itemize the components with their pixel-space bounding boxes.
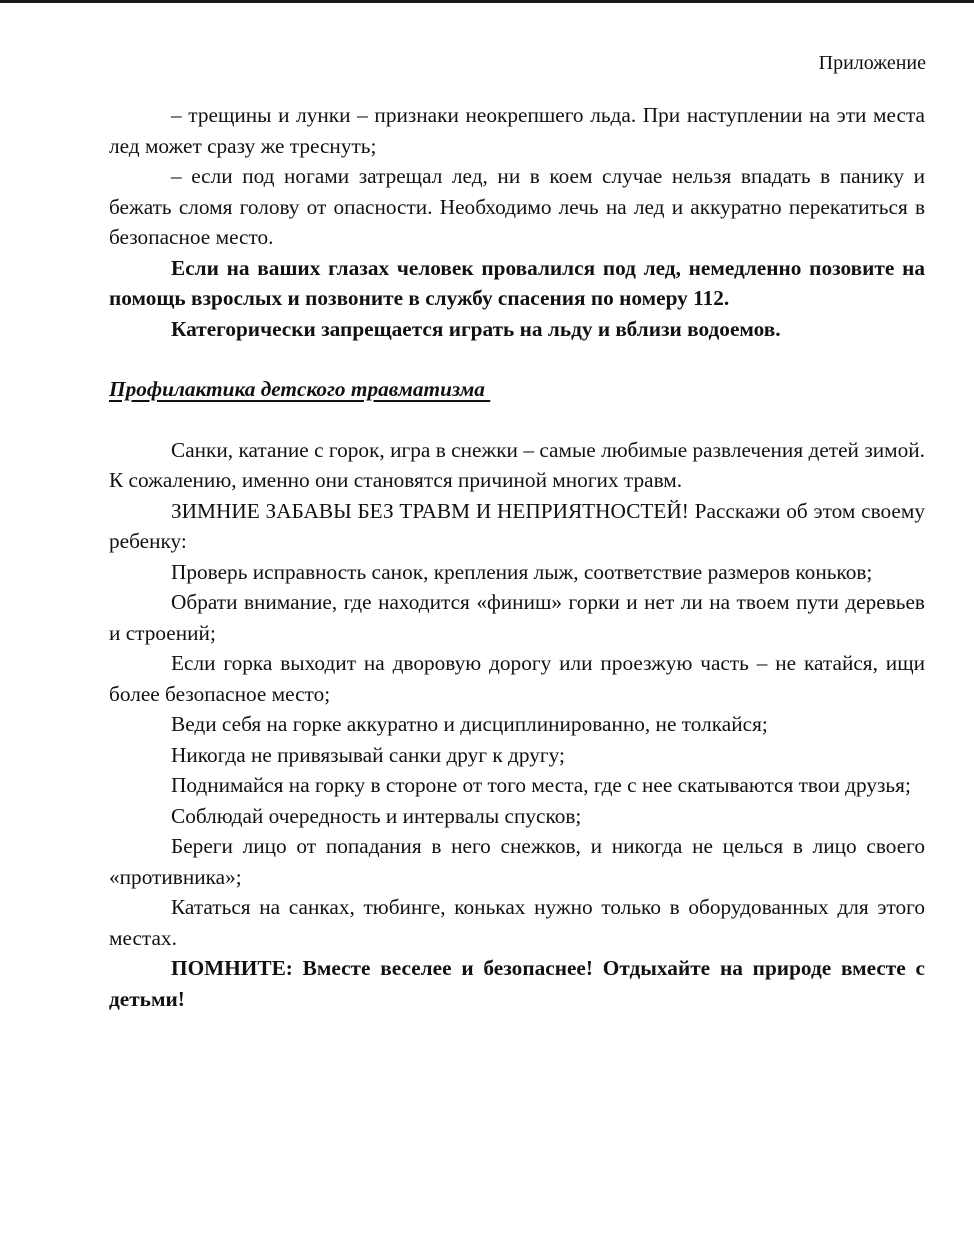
list-item-take-turns: Соблюдай очередность и интервалы спусков; xyxy=(171,803,582,828)
document-body xyxy=(109,100,925,1014)
paragraph-ice-cracks: – трещины и лунки – признаки неокрепшего льда. При наступлении на эти места лед может сразу же треснуть; xyxy=(109,103,925,158)
list-item-no-tying-sleds: Никогда не привязывай санки друг к другу; xyxy=(171,742,565,767)
list-item-equipped-places: Кататься на санках, тюбинге, коньках нужно только в оборудованных для этого местах. xyxy=(109,895,925,950)
ice-safety-section xyxy=(109,100,925,344)
list-item-check-finish: Обрати внимание, где находится «финиш» горки и нет ли на твоем пути деревьев и строений; xyxy=(109,590,925,645)
page-top-border xyxy=(0,0,974,3)
injury-prevention-section xyxy=(109,435,925,1015)
paragraph-winter-fun-title: ЗИМНИЕ ЗАБАВЫ БЕЗ ТРАВМ И НЕПРИЯТНОСТЕЙ! Расскажи об этом своему ребенку: xyxy=(109,498,925,553)
paragraph-winter-fun-intro: Санки, катание с горок, игра в снежки – самые любимые развлечения детей зимой. К сожалению, именно они становятся причиной многих травм. xyxy=(109,437,925,492)
list-item-behave-carefully: Веди себя на горке аккуратно и дисциплинированно, не толкайся; xyxy=(171,712,768,736)
list-item-check-equipment: Проверь исправность санок, крепления лыж, соответствие размеров коньков; xyxy=(171,559,873,584)
running-header: Приложение xyxy=(818,52,926,74)
list-item-climb-aside: Поднимайся на горку в стороне от того места, где с нее скатываются твои друзья; xyxy=(171,773,911,797)
section-heading-injury-prevention: Профилактика детского травматизма xyxy=(109,377,491,401)
paragraph-emergency-call: Если на ваших глазах человек провалился под лед, немедленно позовите на помощь взрослых и позвоните в службу спасения по номеру 112. xyxy=(109,255,925,310)
paragraph-remember: ПОМНИТЕ: Вместе веселее и безопаснее! Отдыхайте на природе вместе с детьми! xyxy=(109,956,925,1011)
paragraph-ice-crackling: – если под ногами затрещал лед, ни в коем случае нельзя впадать в панику и бежать сломя голову от опасности. Необходимо лечь на лед и аккуратно перекатиться в безопасное место. xyxy=(109,164,925,249)
list-item-avoid-roads: Если горка выходит на дворовую дорогу или проезжую часть – не катайся, ищи более безопасное место; xyxy=(109,651,925,706)
paragraph-prohibition: Категорически запрещается играть на льду и вблизи водоемов. xyxy=(171,316,781,341)
list-item-protect-face: Береги лицо от попадания в него снежков, и никогда не целься в лицо своего «противника»; xyxy=(109,834,925,889)
